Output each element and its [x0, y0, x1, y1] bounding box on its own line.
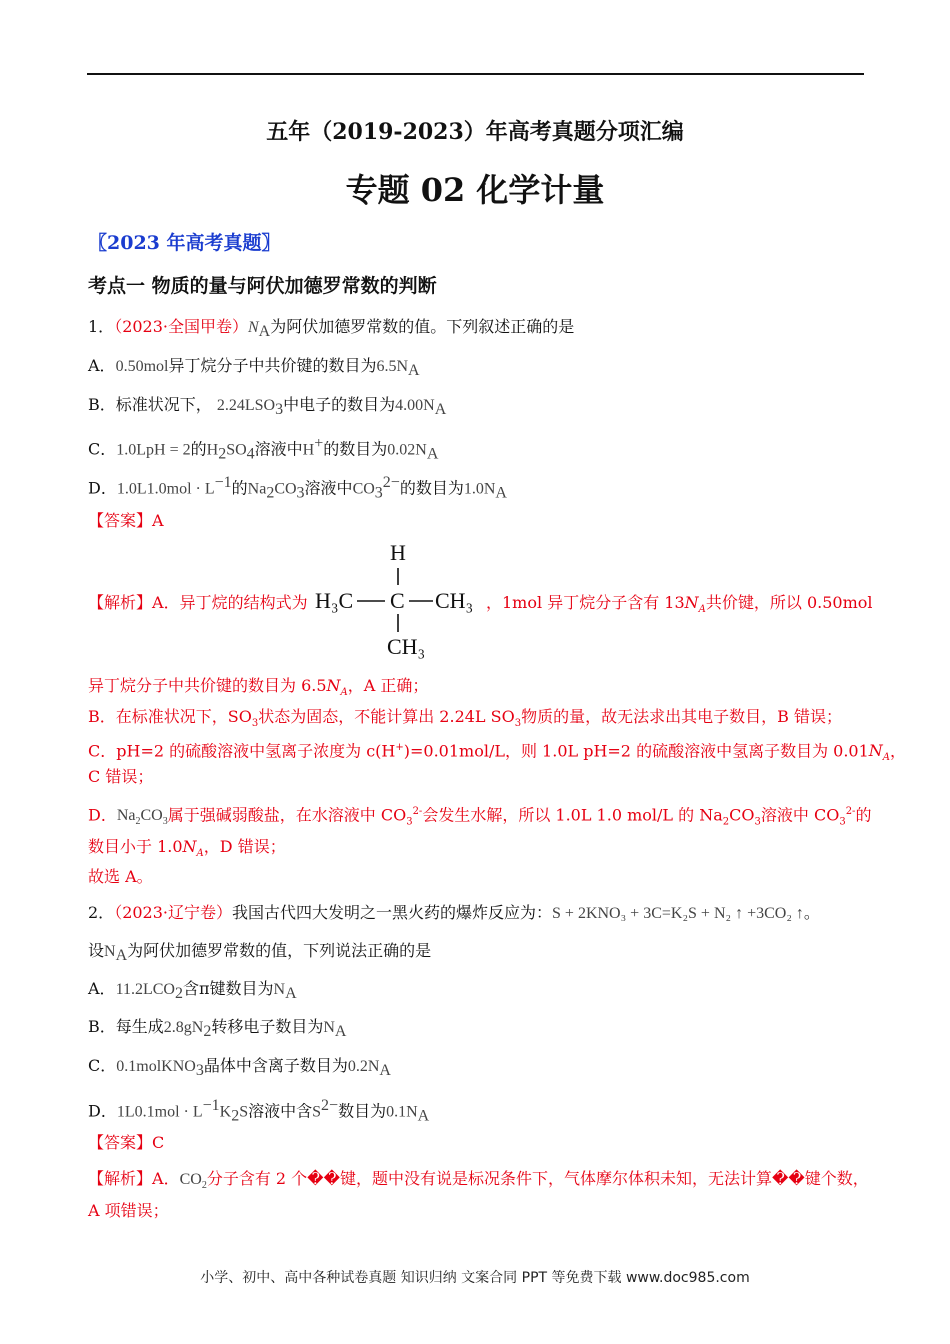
q1-analysis-d-2: 数目小于 $1.0N_A$，D 错误；: [88, 837, 286, 860]
q1-option-b: B．标准状况下， $2.24LSO_3$中电子的数目为$4.00N_A$: [88, 395, 447, 419]
q1-option-a: A．0.50mol异丁烷分子中共价键的数目为$6.5N_A$: [88, 356, 420, 380]
q1-source: （2023·全国甲卷）: [114, 317, 248, 336]
q1-option-d: D．$1.0L1.0mol \cdot L^{-1}$的$Na_2CO_3$溶液中$CO_3^{2-}$的数目为$1.0N_A$: [88, 474, 507, 502]
svg-text:CH₃: CH₃: [435, 588, 474, 613]
na-symbol: N: [248, 319, 259, 336]
document-subtitle: 专题 02 化学计量: [345, 171, 605, 209]
q2-stem: 2．（2023·辽宁卷）我国古代四大发明之一黑火药的爆炸反应为：S + 2KNO₃ + 3C=K₂S + N₂ ↑ +3CO₂ ↑。: [88, 903, 820, 922]
page-footer: 小学、初中、高中各种试卷真题 知识归纳 文案合同 PPT 等免费下载 www.doc985.com: [200, 1270, 750, 1286]
svg-text:H₃C: H₃C: [315, 588, 354, 613]
q2-option-d: D．$1L0.1mol \cdot L^{-1}K_2S$溶液中含$S^{2-}$数目为$0.1N_A$: [88, 1097, 430, 1125]
q2-stem-2: 设$N_A$为阿伏加德罗常数的值，下列说法正确的是: [88, 941, 432, 965]
q1-analysis-b: B．在标准状况下，$SO_3$状态为固态，不能计算出 2.24L $SO_3$物质的量，故无法求出其电子数目，B 错误；: [88, 707, 842, 730]
svg-text:C: C: [390, 588, 405, 613]
q2-source: （2023·辽宁卷）: [114, 903, 232, 922]
q1-number: 1．: [88, 317, 115, 336]
q1-stem-text: 为阿伏加德罗常数的值。下列叙述正确的是: [270, 317, 575, 336]
isobutane-structure: [315, 540, 485, 660]
q2-analysis-a-2: A 项错误；: [88, 1201, 169, 1220]
q1-analysis-d: D．$Na_2CO_3$属于强碱弱酸盐，在水溶液中 $CO_3^{2-}$会发生水解，所以 1.0L 1.0 mol/L 的 $Na_2CO_3$溶液中 $CO_3^{2-}$的: [88, 805, 872, 828]
q2-equation: S + 2KNO₃ + 3C=K₂S + N₂ ↑ +3CO₂ ↑: [552, 905, 804, 922]
svg-text:CH₃: CH₃: [387, 634, 426, 659]
q2-answer: 【答案】C: [88, 1133, 165, 1152]
svg-text:H: H: [390, 540, 406, 565]
top-rule: [87, 73, 864, 75]
q1-analysis-c-2: C 错误；: [88, 767, 154, 786]
q1-analysis-a-line1b: ，1mol 异丁烷分子含有 $13N_A$共价键，所以 0.50mol: [486, 593, 873, 616]
q2-option-a: A．$11.2LCO_2$含π键数目为$N_A$: [88, 979, 297, 1003]
q1-answer: 【答案】A: [88, 511, 164, 530]
q2-analysis-a: 【解析】A．$CO_2$分子含有 2 个��键，题中没有说是标况条件下，气体摩尔体积未知，无法计算��键个数，: [88, 1169, 869, 1192]
document-title: 五年（2019-2023）年高考真题分项汇编: [266, 119, 684, 145]
q1-stem: 1．（2023·全国甲卷）$N_A$为阿伏加德罗常数的值。下列叙述正确的是: [88, 317, 575, 341]
section-heading: 〖2023 年高考真题〗: [88, 232, 281, 254]
q1-option-c: C．1.0LpH = 2的$H_2SO_4$溶液中H+的数目为$0.02N_A$: [88, 435, 439, 463]
topic-heading: 考点一 物质的量与阿伏加德罗常数的判断: [88, 275, 437, 297]
q1-analysis-a-line2: 异丁烷分子中共价键的数目为 $6.5N_A$，A 正确；: [88, 676, 429, 699]
q1-analysis-a-line1: 【解析】A．异丁烷的结构式为: [88, 593, 308, 612]
q2-option-b: B．每生成$2.8gN_2$转移电子数目为$N_A$: [88, 1017, 347, 1041]
q2-option-c: C．0.1molKNO$_3$晶体中含离子数目为$0.2N_A$: [88, 1056, 391, 1080]
q1-analysis-c: C．pH=2 的硫酸溶液中氢离子浓度为 c(H+)=0.01mol/L，则 1.0L pH=2 的硫酸溶液中氢离子数目为 $0.01N_A$，: [88, 741, 907, 764]
q1-conclusion: 故选 A。: [88, 867, 153, 886]
